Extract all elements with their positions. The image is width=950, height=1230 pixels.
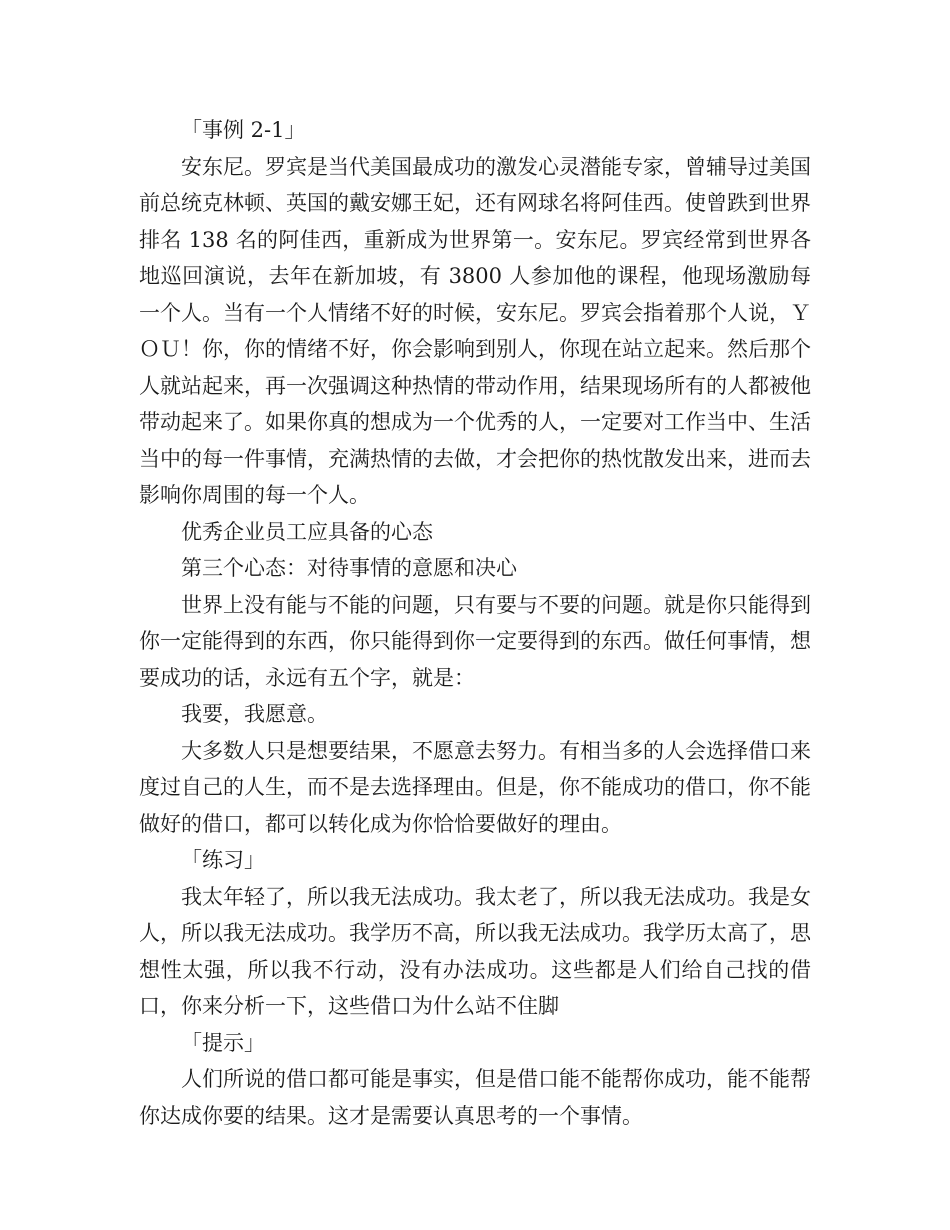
body-paragraph: 我要，我愿意。 (181, 702, 328, 726)
section-title: 优秀企业员工应具备的心态 (181, 519, 433, 544)
body-paragraph: 世界上没有能与不能的问题，只有要与不要的问题。就是你只能得到你一定能得到的东西，你只能得到你一定要得到的东西。做任何事情，想要成功的话，永远有五个字，就是： (139, 592, 811, 690)
hint-heading: 「提示」 (181, 1030, 265, 1055)
document-body (139, 112, 811, 1134)
hint-paragraph: 人们所说的借口都可能是事实，但是借口能不能帮你成功，能不能帮你达成你要的结果。这才是需要认真思考的一个事情。 (139, 1067, 811, 1128)
case-heading: 「事例 2-1」 (181, 118, 306, 142)
exercise-paragraph: 我太年轻了，所以我无法成功。我太老了，所以我无法成功。我是女人，所以我无法成功。我学历不高，所以我无法成功。我学历太高了，思想性太强，所以我不行动，没有办法成功。这些都是人们给自己找的借口，你来分析一下，这些借口为什么站不住脚 (139, 884, 811, 1018)
subsection-title: 第三个心态：对待事情的意愿和决心 (181, 556, 517, 580)
case-paragraph: 安东尼。罗宾是当代美国最成功的激发心灵潜能专家，曾辅导过美国前总统克林顿、英国的戴安娜王妃，还有网球名将阿佳西。使曾跌到世界排名 138 名的阿佳西，重新成为世界第一。安东尼。罗宾经常到世界各地巡回演说，去年在新加坡，有 3800 人参加他的课程，他现场激励每一个人。当有一个人情绪不好的时候，安东尼。罗宾会指着那个人说，ＹＯＵ！你，你的情绪不好，你会影响到别人，你现在站立起来。然后那个人就站起来，再一次强调这种热情的带动作用，结果现场所有的人都被他带动起来了。如果你真的想成为一个优秀的人，一定要对工作当中、生活当中的每一件事情，充满热情的去做，才会把你的热忱散发出来，进而去影响你周围的每一个人。 (139, 154, 811, 507)
body-paragraph: 大多数人只是想要结果，不愿意去努力。有相当多的人会选择借口来度过自己的人生，而不是去选择理由。但是，你不能成功的借口，你不能做好的借口，都可以转化成为你恰恰要做好的理由。 (139, 738, 811, 836)
exercise-heading: 「练习」 (181, 848, 265, 872)
